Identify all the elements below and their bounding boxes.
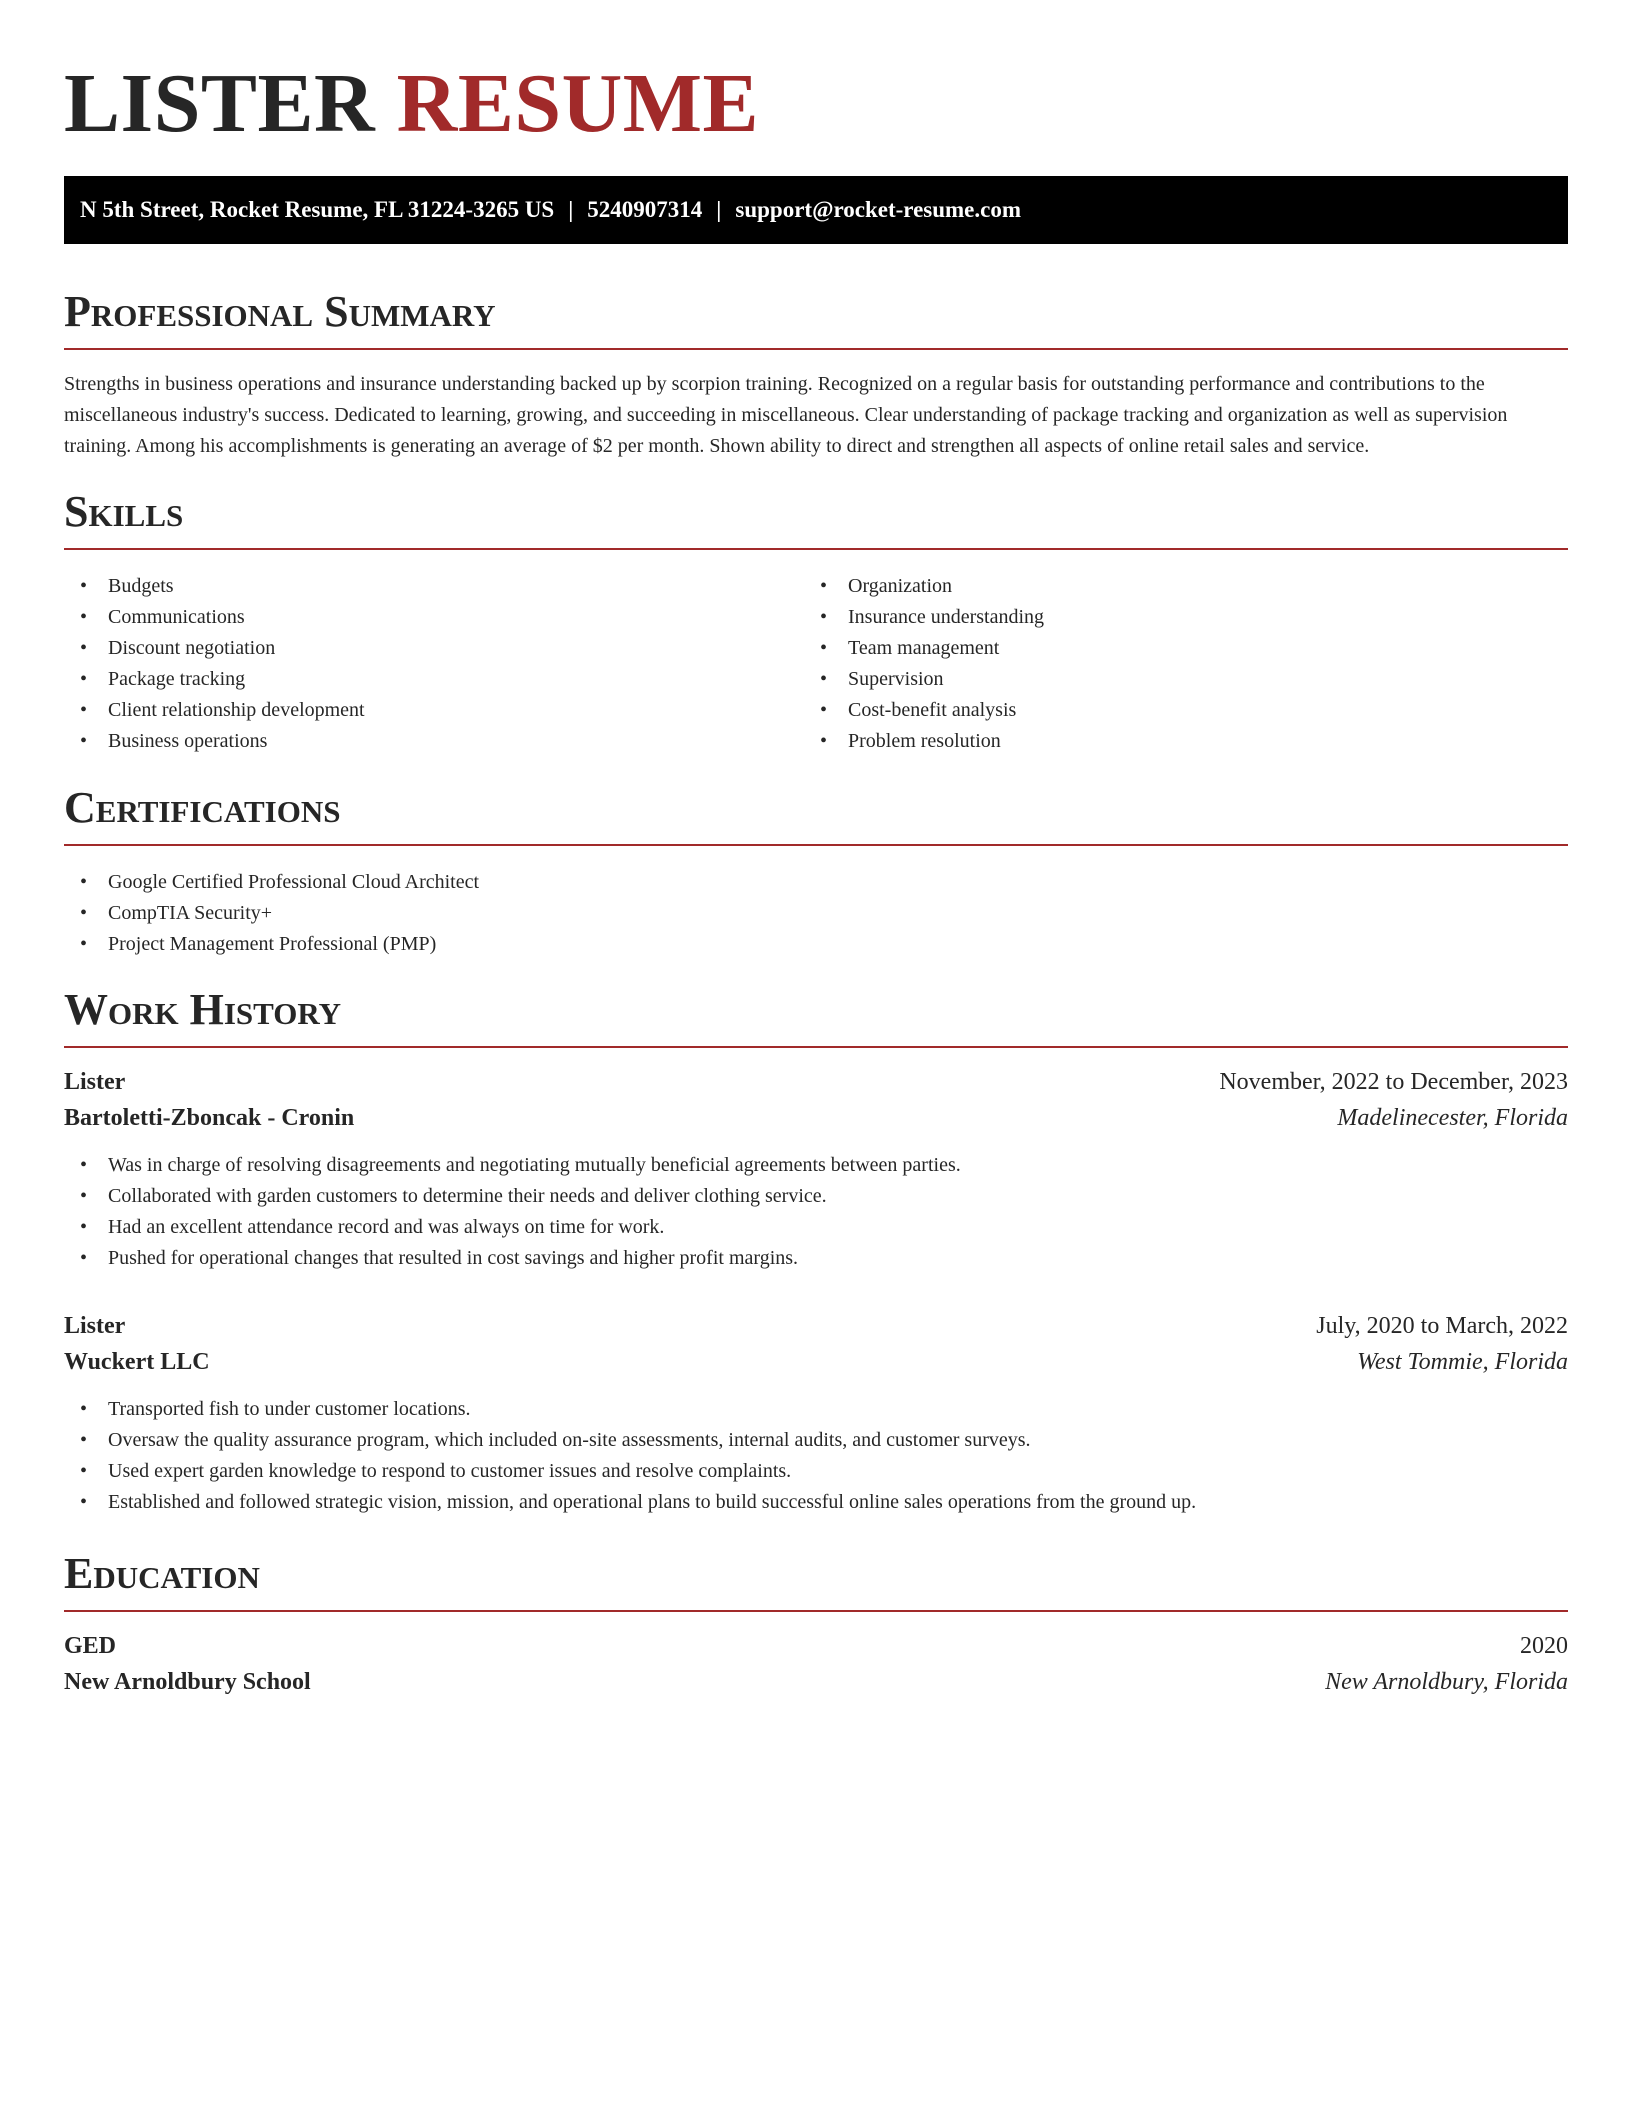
education-header (64, 1628, 1568, 1664)
work-history-heading: Work History (64, 985, 342, 1034)
name-first: LISTER (64, 57, 376, 150)
skill-item: • Supervision (804, 664, 1044, 695)
job-bullet: • Had an excellent attendance record and was always on time for work. (64, 1212, 961, 1243)
contact-separator: | (716, 197, 722, 222)
education-location: New Arnoldbury, Florida (1325, 1669, 1568, 1695)
education-heading: Education (64, 1549, 260, 1598)
education-year: 2020 (1520, 1633, 1568, 1659)
education-school: New Arnoldbury School (64, 1669, 311, 1695)
skill-item: • Communications (64, 602, 365, 633)
contact-bar (64, 176, 1568, 244)
contact-phone: 5240907314 (587, 197, 703, 222)
job-location: West Tommie, Florida (1357, 1349, 1568, 1375)
job-role: Lister (64, 1069, 126, 1095)
job-bullet: • Used expert garden knowledge to respond to customer issues and resolve complaints. (64, 1456, 1196, 1487)
job-location: Madelinecester, Florida (1337, 1105, 1568, 1131)
job-dates: November, 2022 to December, 2023 (1219, 1069, 1568, 1095)
job-bullet: • Was in charge of resolving disagreements and negotiating mutually beneficial agreements between parties. (64, 1150, 961, 1181)
job-bullets (64, 1150, 961, 1274)
job-header (64, 1308, 1568, 1344)
certifications-heading: Certifications (64, 783, 341, 832)
contact-email: support@rocket-resume.com (735, 197, 1022, 222)
job-bullet: • Collaborated with garden customers to determine their needs and deliver clothing service. (64, 1181, 961, 1212)
job-subheader (64, 1344, 1568, 1380)
skill-item: • Team management (804, 633, 1044, 664)
skill-item: • Discount negotiation (64, 633, 365, 664)
job-bullet: • Transported fish to under customer locations. (64, 1394, 1196, 1425)
summary-heading: Professional Summary (64, 287, 496, 336)
job-bullet: • Oversaw the quality assurance program, which included on-site assessments, internal audits, and customer surveys. (64, 1425, 1196, 1456)
skill-item: • Client relationship development (64, 695, 365, 726)
job-role: Lister (64, 1313, 126, 1339)
resume-name (64, 58, 759, 150)
section-divider (64, 348, 1568, 350)
section-divider (64, 1046, 1568, 1048)
job-bullet: • Established and followed strategic vision, mission, and operational plans to build successful online sales operations from the ground up. (64, 1487, 1196, 1518)
job-bullet: • Pushed for operational changes that resulted in cost savings and higher profit margins. (64, 1243, 961, 1274)
summary-text: Strengths in business operations and insurance understanding backed up by scorpion training. Recognized on a regular basis for outstanding performance and contributions to the miscellaneous industry's success. Dedicated to learning, growing, and succeeding in miscellaneous. Clear understanding of package tracking and organization as well as supervision training. Among his accomplishments is generating an average of $2 per month. Shown ability to direct and strengthen all aspects of online retail sales and service. (64, 373, 1508, 457)
skill-item: • Cost-benefit analysis (804, 695, 1044, 726)
skill-item: • Problem resolution (804, 726, 1044, 757)
skill-item: • Budgets (64, 571, 365, 602)
contact-separator: | (568, 197, 574, 222)
name-last: RESUME (396, 57, 760, 150)
skill-item: • Organization (804, 571, 1044, 602)
section-divider (64, 1610, 1568, 1612)
certification-item: • Project Management Professional (PMP) (64, 929, 479, 960)
skills-list-right (804, 571, 1044, 757)
job-company: Bartoletti-Zboncak - Cronin (64, 1105, 355, 1131)
job-dates: July, 2020 to March, 2022 (1316, 1313, 1568, 1339)
job-bullets (64, 1394, 1196, 1518)
skills-heading: Skills (64, 487, 184, 536)
section-divider (64, 844, 1568, 846)
certification-item: • Google Certified Professional Cloud Architect (64, 867, 479, 898)
education-subheader (64, 1664, 1568, 1700)
certifications-list (64, 867, 479, 960)
job-subheader (64, 1100, 1568, 1136)
skill-item: • Package tracking (64, 664, 365, 695)
job-header (64, 1064, 1568, 1100)
section-divider (64, 548, 1568, 550)
skill-item: • Insurance understanding (804, 602, 1044, 633)
job-company: Wuckert LLC (64, 1349, 210, 1375)
education-degree: GED (64, 1633, 117, 1659)
contact-address: N 5th Street, Rocket Resume, FL 31224-3265 US (80, 197, 555, 222)
certification-item: • CompTIA Security+ (64, 898, 479, 929)
skills-list-left (64, 571, 365, 757)
skill-item: • Business operations (64, 726, 365, 757)
